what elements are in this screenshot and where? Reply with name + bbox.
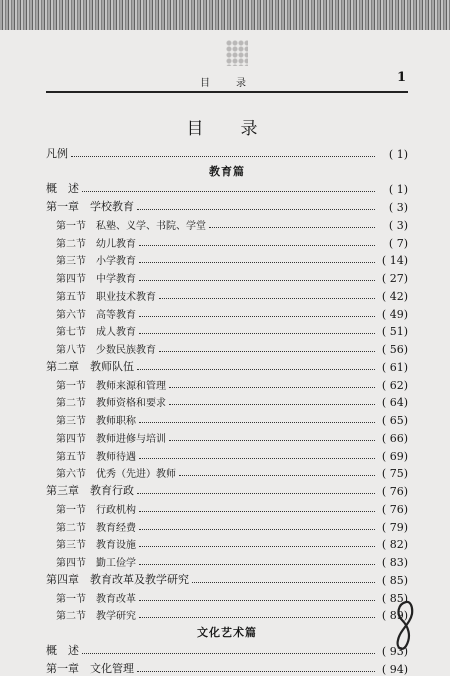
- toc-section-entry[interactable]: [46, 250, 408, 268]
- toc-title: 目 录: [186, 119, 268, 139]
- toc-section-entry[interactable]: [46, 463, 408, 481]
- dot-leader: [139, 458, 375, 459]
- toc-entry-page: ( 56): [381, 343, 408, 356]
- toc-section-entry[interactable]: [46, 214, 408, 232]
- header-rule: [46, 91, 408, 93]
- toc-entry-page: ( 76): [381, 485, 408, 498]
- toc-section-entry[interactable]: [46, 321, 408, 339]
- toc-chapter-entry[interactable]: [46, 143, 408, 161]
- dot-leader: [139, 280, 375, 281]
- dot-leader: [82, 653, 375, 654]
- toc-entry-page: ( 42): [381, 289, 408, 303]
- toc-entry-page: ( 82): [381, 538, 408, 552]
- toc-chapter-entry[interactable]: [46, 569, 408, 587]
- toc-entry-label: 概 述: [46, 643, 79, 657]
- dot-leader: [209, 227, 375, 228]
- dot-leader: [139, 422, 375, 423]
- toc-chapter-entry[interactable]: [46, 640, 408, 658]
- toc-entry-page: ( 83): [381, 556, 408, 569]
- toc-section-entry[interactable]: [46, 445, 408, 463]
- toc-section-entry[interactable]: [46, 303, 408, 321]
- toc-section-entry[interactable]: [46, 392, 408, 410]
- toc-chapter-entry[interactable]: [46, 480, 408, 498]
- dot-leader: [139, 564, 375, 565]
- toc-entry-label: 第七节 成人教育: [56, 327, 136, 339]
- toc-entry-label: 第四章 教育改革及教学研究: [46, 572, 189, 586]
- toc-entry-page: ( 85): [381, 573, 408, 587]
- toc-section-entry[interactable]: [46, 587, 408, 605]
- dot-leader: [169, 440, 375, 441]
- toc-entry-label: 第二章 教师队伍: [46, 359, 134, 373]
- toc-entry-page: ( 64): [381, 396, 408, 410]
- toc-entry-page: ( 49): [381, 307, 408, 321]
- toc-entry-page: ( 89): [381, 609, 408, 623]
- toc-entry-page: ( 79): [381, 520, 408, 534]
- dot-leader: [192, 582, 375, 583]
- toc-section-heading: 文化艺术篇: [197, 626, 257, 639]
- toc-section-entry[interactable]: [46, 232, 408, 250]
- toc-section-entry[interactable]: [46, 551, 408, 569]
- dot-leader: [139, 333, 375, 334]
- toc-entry-page: ( 66): [381, 431, 408, 445]
- toc-entry-page: ( 7): [388, 236, 408, 250]
- dot-leader: [139, 617, 375, 618]
- scan-smudge: [226, 40, 248, 66]
- toc-entry-label: 第一节 教育改革: [56, 593, 136, 605]
- dot-leader: [169, 404, 375, 405]
- toc-entry-page: ( 62): [381, 378, 408, 392]
- dot-leader: [71, 156, 375, 157]
- toc-entry-page: ( 61): [381, 360, 408, 374]
- toc-section-entry[interactable]: [46, 534, 408, 552]
- toc-entry-label: 第一节 教师来源和管理: [56, 380, 166, 392]
- toc-entry-page: ( 94): [381, 662, 408, 676]
- dot-leader: [159, 298, 375, 299]
- toc-entry-label: 第三章 教育行政: [46, 484, 134, 497]
- dot-leader: [159, 351, 375, 352]
- toc-section-entry[interactable]: [46, 267, 408, 285]
- toc-section-entry[interactable]: [46, 374, 408, 392]
- dot-leader: [169, 387, 375, 388]
- toc-entry-label: 第六节 优秀（先进）教师: [56, 469, 176, 481]
- toc-entry-page: ( 76): [381, 502, 408, 516]
- toc-section-heading: 教育篇: [209, 164, 245, 178]
- handwritten-mark: [392, 598, 416, 654]
- dot-leader: [139, 262, 375, 263]
- toc-section-entry[interactable]: [46, 409, 408, 427]
- running-header-title: 目 录: [200, 78, 254, 89]
- dot-leader: [137, 369, 375, 370]
- toc-section-entry[interactable]: [46, 338, 408, 356]
- toc-entry-page: ( 93): [381, 644, 408, 658]
- dot-leader: [139, 546, 375, 547]
- toc-entry-label: 第三节 教育设施: [56, 540, 136, 552]
- dot-leader: [139, 511, 375, 512]
- toc-entry-label: 凡例: [46, 146, 68, 160]
- dot-leader: [139, 316, 375, 317]
- toc-entry-page: ( 65): [381, 414, 408, 427]
- dot-leader: [179, 475, 375, 476]
- toc-entry-page: ( 75): [381, 467, 408, 481]
- toc-entry-page: ( 85): [381, 591, 408, 605]
- toc-entry-label: 概 述: [46, 182, 79, 196]
- toc-entry-label: 第一章 学校教育: [46, 200, 134, 213]
- dot-leader: [139, 245, 375, 246]
- toc-entry-label: 第三节 小学教育: [56, 256, 136, 268]
- running-header: [46, 70, 408, 90]
- toc-entry-label: 第一节 行政机构: [56, 504, 136, 516]
- toc-entry-page: ( 1): [388, 147, 408, 161]
- toc-entry-label: 第五节 职业技术教育: [56, 291, 156, 303]
- toc-entry-page: ( 3): [388, 201, 408, 214]
- toc-entry-label: 第一章 文化管理: [46, 661, 134, 675]
- dot-leader: [137, 209, 375, 210]
- toc-entry-label: 第五节 教师待遇: [56, 451, 136, 463]
- toc-section-entry[interactable]: [46, 498, 408, 516]
- toc-entry-label: 第二节 幼儿教育: [56, 238, 136, 250]
- dot-leader: [139, 600, 375, 601]
- toc-entry-label: 第四节 中学教育: [56, 274, 136, 285]
- toc-section-entry[interactable]: [46, 605, 408, 623]
- toc-entry-label: 第一节 私塾、义学、书院、学堂: [56, 220, 206, 232]
- toc-entry-label: 第二节 教师资格和要求: [56, 398, 166, 410]
- table-of-contents: [46, 143, 408, 676]
- toc-section-entry[interactable]: [46, 285, 408, 303]
- dot-leader: [137, 493, 375, 494]
- toc-chapter-entry[interactable]: [46, 179, 408, 197]
- toc-entry-page: ( 1): [388, 183, 408, 197]
- toc-entry-page: ( 27): [381, 272, 408, 285]
- toc-entry-label: 第二节 教育经费: [56, 522, 136, 534]
- scan-top-band: [0, 0, 450, 30]
- toc-entry-page: ( 3): [388, 218, 408, 232]
- toc-chapter-entry[interactable]: [46, 658, 408, 676]
- toc-entry-label: 第二节 教学研究: [56, 611, 136, 623]
- toc-chapter-entry[interactable]: [46, 356, 408, 374]
- toc-entry-label: 第六节 高等教育: [56, 309, 136, 321]
- toc-entry-page: ( 51): [381, 325, 408, 339]
- toc-entry-page: ( 69): [381, 449, 408, 463]
- toc-entry-label: 第三节 教师职称: [56, 416, 136, 427]
- toc-entry-label: 第四节 勤工俭学: [56, 558, 136, 569]
- dot-leader: [137, 671, 375, 672]
- dot-leader: [139, 529, 375, 530]
- toc-entry-label: 第八节 少数民族教育: [56, 345, 156, 356]
- toc-section-entry[interactable]: [46, 516, 408, 534]
- dot-leader: [82, 191, 375, 192]
- page-number: 1: [396, 70, 406, 85]
- toc-section-entry[interactable]: [46, 427, 408, 445]
- toc-chapter-entry[interactable]: [46, 196, 408, 214]
- toc-entry-page: ( 14): [381, 254, 408, 268]
- toc-entry-label: 第四节 教师进修与培训: [56, 433, 166, 445]
